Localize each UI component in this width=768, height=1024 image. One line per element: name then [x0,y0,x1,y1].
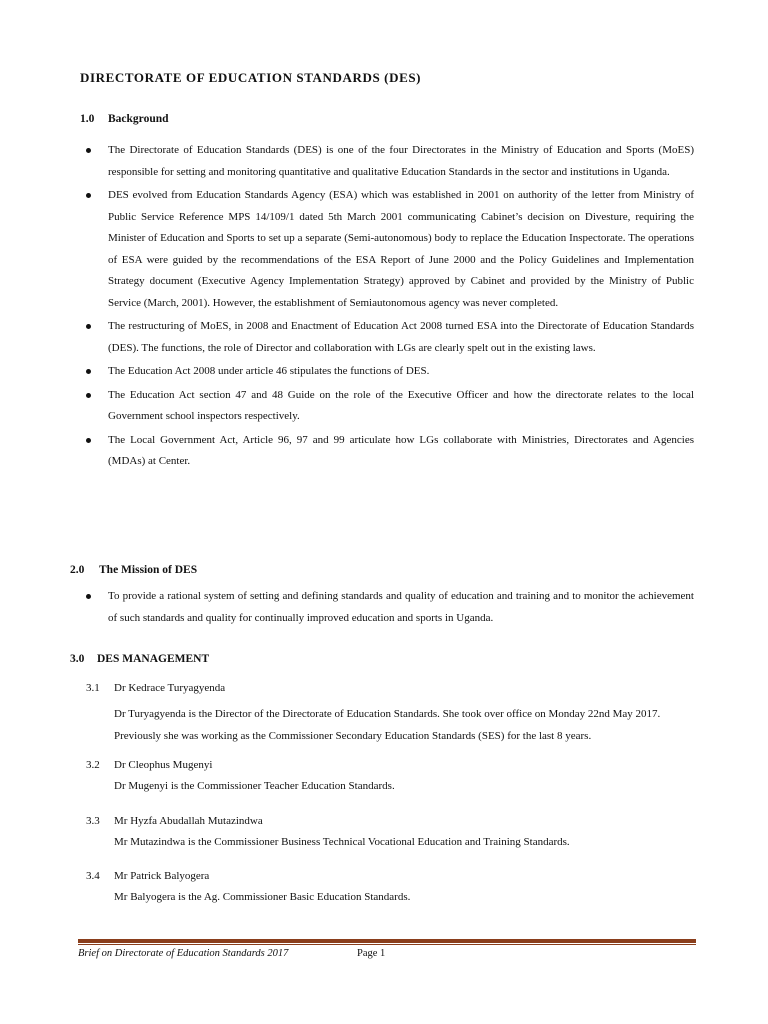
entry-number: 3.2 [86,759,100,771]
bullet-icon [86,393,91,398]
footer-title: Brief on Directorate of Education Standards 2017 [78,948,289,959]
list-item: The Education Act 2008 under article 46 stipulates the functions of DES. [80,361,694,383]
entry-name: Mr Hyzfa Abudallah Mutazindwa [114,815,263,827]
entry-name: Mr Patrick Balyogera [114,870,210,882]
mission-list [80,586,694,631]
list-item: The Local Government Act, Article 96, 97 and 99 articulate how LGs collaborate with Ministries, Directorates and Agencies (MDAs) at Center. [80,430,694,473]
bullet-icon [86,148,91,153]
bullet-icon [86,324,91,329]
section-3-heading [70,653,209,665]
document-title: DIRECTORATE OF EDUCATION STANDARDS (DES) [80,70,422,85]
list-item: The Education Act section 47 and 48 Guide on the role of the Executive Officer and how the directorate relates to the local Government school inspectors respectively. [80,385,694,428]
bullet-icon [86,438,91,443]
footer-divider [78,939,696,947]
entry-number: 3.1 [86,682,100,694]
page-number: Page 1 [357,948,386,959]
section-1-number: 1.0 [80,113,95,125]
section-3-title: DES MANAGEMENT [97,653,210,665]
bullet-icon [86,193,91,198]
entry-number: 3.4 [86,870,100,882]
list-item: The restructuring of MoES, in 2008 and Enactment of Education Act 2008 turned ESA into the Directorate of Education Standards (DES). The functions, the role of Director and collaboration with LGs are clearly spelt out in the existing laws. [80,316,694,359]
bullet-icon [86,594,91,599]
bullet-icon [86,369,91,374]
entry-number: 3.3 [86,815,100,827]
list-item: To provide a rational system of setting and defining standards and quality of education and training and to monitor the achievement of such standards and quality for continually improved education and sports in Uganda. [80,586,694,629]
section-1-heading [80,113,169,125]
entry-name: Dr Cleophus Mugenyi [114,759,213,771]
section-2-number: 2.0 [70,564,85,576]
section-3-number: 3.0 [70,653,85,665]
section-2-heading [70,564,197,576]
entry-description: Mr Mutazindwa is the Commissioner Business Technical Vocational Education and Training Standards. [114,836,570,848]
entry-description: Dr Mugenyi is the Commissioner Teacher Education Standards. [114,780,395,792]
entry-description: Dr Turyagyenda is the Director of the Directorate of Education Standards. She took over office on Monday 22nd May 2017. Previously she was working as the Commissioner Secondary Education Standards (SES) for the last 8 years. [114,708,661,742]
entry-name: Dr Kedrace Turyagyenda [114,682,226,694]
entry-description: Mr Balyogera is the Ag. Commissioner Basic Education Standards. [114,891,411,903]
background-list [80,140,694,475]
list-item: DES evolved from Education Standards Agency (ESA) which was established in 2001 on authority of the letter from Ministry of Public Service Reference MPS 14/109/1 dated 5th March 2001 communicating Cabinet’s decision on Divesture, requiring the Minister of Education and Sports to set up a separate (Semi-autonomous) body to replace the Education Inspectorate. The operations of ESA were guided by the recommendations of the ESA Report of June 2000 and the Policy Guidelines and Implementation Strategy document (Executive Agency Implementation Strategy) approved by Cabinet and provided by the Ministry of Public Service (March, 2001). However, the establishment of Semiautonomous agency was never completed. [80,185,694,314]
section-1-title: Background [108,113,169,125]
list-item: The Directorate of Education Standards (DES) is one of the four Directorates in the Ministry of Education and Sports (MoES) responsible for setting and monitoring quantitative and qualitative Education Standards in the sector and institutions in Uganda. [80,140,694,183]
section-2-title: The Mission of DES [99,564,198,576]
